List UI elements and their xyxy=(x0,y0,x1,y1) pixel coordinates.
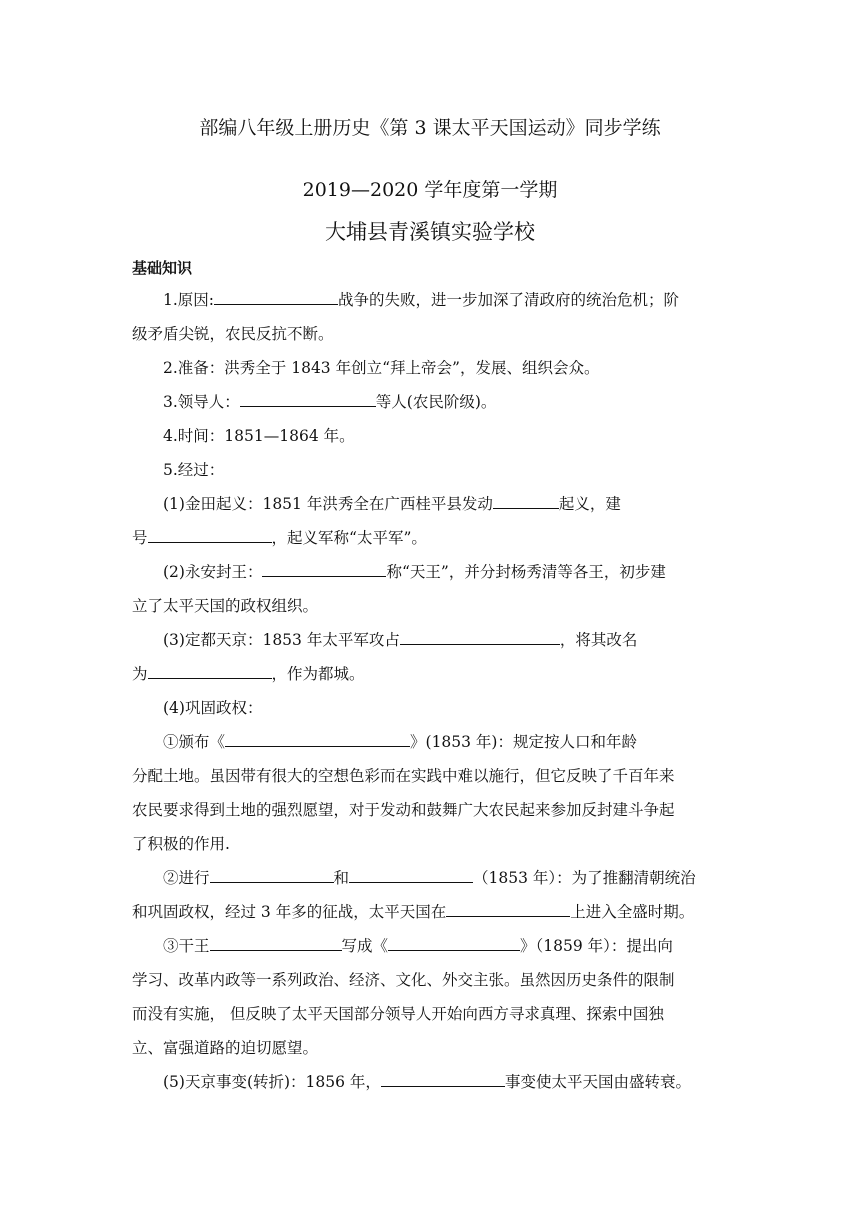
item-cause-line1: 1.原因: 战争的失败，进一步加深了清政府的统治危机；阶 xyxy=(132,283,732,317)
expeditions-line2: 和巩固政权，经过 3 年多的征战，太平天国在 上进入全盛时期。 xyxy=(132,895,732,929)
document-body xyxy=(132,283,732,1099)
ganwang-line1: ③干王 写成《 》（1859 年）：提出向 xyxy=(132,929,732,963)
school-name: 大埔县青溪镇实验学校 xyxy=(325,220,535,244)
document-title: 部编八年级上册历史《第 3 课太平天国运动》同步学练 xyxy=(199,117,661,139)
school-term: 2019—2020 学年度第一学期 xyxy=(302,179,558,201)
item-preparation: 2.准备：洪秀全于 1843 年创立“拜上帝会”，发展、组织会众。 xyxy=(163,359,600,377)
answer-blank xyxy=(240,388,376,407)
consolidate-power: (4)巩固政权： xyxy=(163,699,263,717)
section-heading: 基础知识 xyxy=(132,259,193,277)
answer-blank xyxy=(214,286,338,305)
answer-blank xyxy=(225,728,410,747)
land-system-line1: ①颁布《 》(1853 年)：规定按人口和年龄 xyxy=(132,725,732,759)
tianjing-incident: (5)天京事变(转折)：1856 年， 事变使太平天国由盛转衰。 xyxy=(132,1065,732,1099)
answer-blank xyxy=(349,864,473,883)
answer-blank xyxy=(148,660,272,679)
answer-blank xyxy=(388,932,520,951)
expeditions-line1: ②进行 和 （1853 年）：为了推翻清朝统治 xyxy=(132,861,732,895)
item-process: 5.经过： xyxy=(163,461,225,479)
yongan-kings-line1: (2)永安封王： 称“天王”，并分封杨秀清等各王，初步建 xyxy=(132,555,732,589)
answer-blank xyxy=(148,524,272,543)
land-system-line3: 农民要求得到土地的强烈愿望，对于发动和鼓舞广大农民起来参加反封建斗争起 xyxy=(132,801,675,819)
ganwang-line2: 学习、改革内政等一系列政治、经济、文化、外交主张。虽然因历史条件的限制 xyxy=(132,971,675,989)
ganwang-line4: 立、富强道路的迫切愿望。 xyxy=(132,1039,319,1057)
land-system-line2: 分配土地。虽因带有很大的空想色彩而在实践中难以施行，但它反映了千百年来 xyxy=(132,767,675,785)
answer-blank xyxy=(262,558,386,577)
answer-blank xyxy=(446,898,570,917)
land-system-line4: 了积极的作用. xyxy=(132,835,230,853)
tianjing-capital-line1: (3)定都天京：1853 年太平军攻占 ，将其改名 xyxy=(132,623,732,657)
jintian-uprising-line2: 号 ，起义军称“太平军”。 xyxy=(132,521,732,555)
tianjing-capital-line2: 为 ，作为都城。 xyxy=(132,657,732,691)
yongan-kings-line2: 立了太平天国的政权组织。 xyxy=(132,597,319,615)
ganwang-line3: 而没有实施， 但反映了太平天国部分领导人开始向西方寻求真理、探索中国独 xyxy=(132,1005,664,1023)
answer-blank xyxy=(381,1068,505,1087)
answer-blank xyxy=(400,626,560,645)
answer-blank xyxy=(210,932,342,951)
item-cause-line2: 级矛盾尖锐，农民反抗不断。 xyxy=(132,325,334,343)
answer-blank xyxy=(210,864,334,883)
jintian-uprising-line1: (1)金田起义：1851 年洪秀全在广西桂平县发动 起义，建 xyxy=(132,487,732,521)
item-time: 4.时间：1851—1864 年。 xyxy=(163,427,355,445)
answer-blank xyxy=(493,490,559,509)
item-leader: 3.领导人： 等人(农民阶级)。 xyxy=(132,385,732,419)
